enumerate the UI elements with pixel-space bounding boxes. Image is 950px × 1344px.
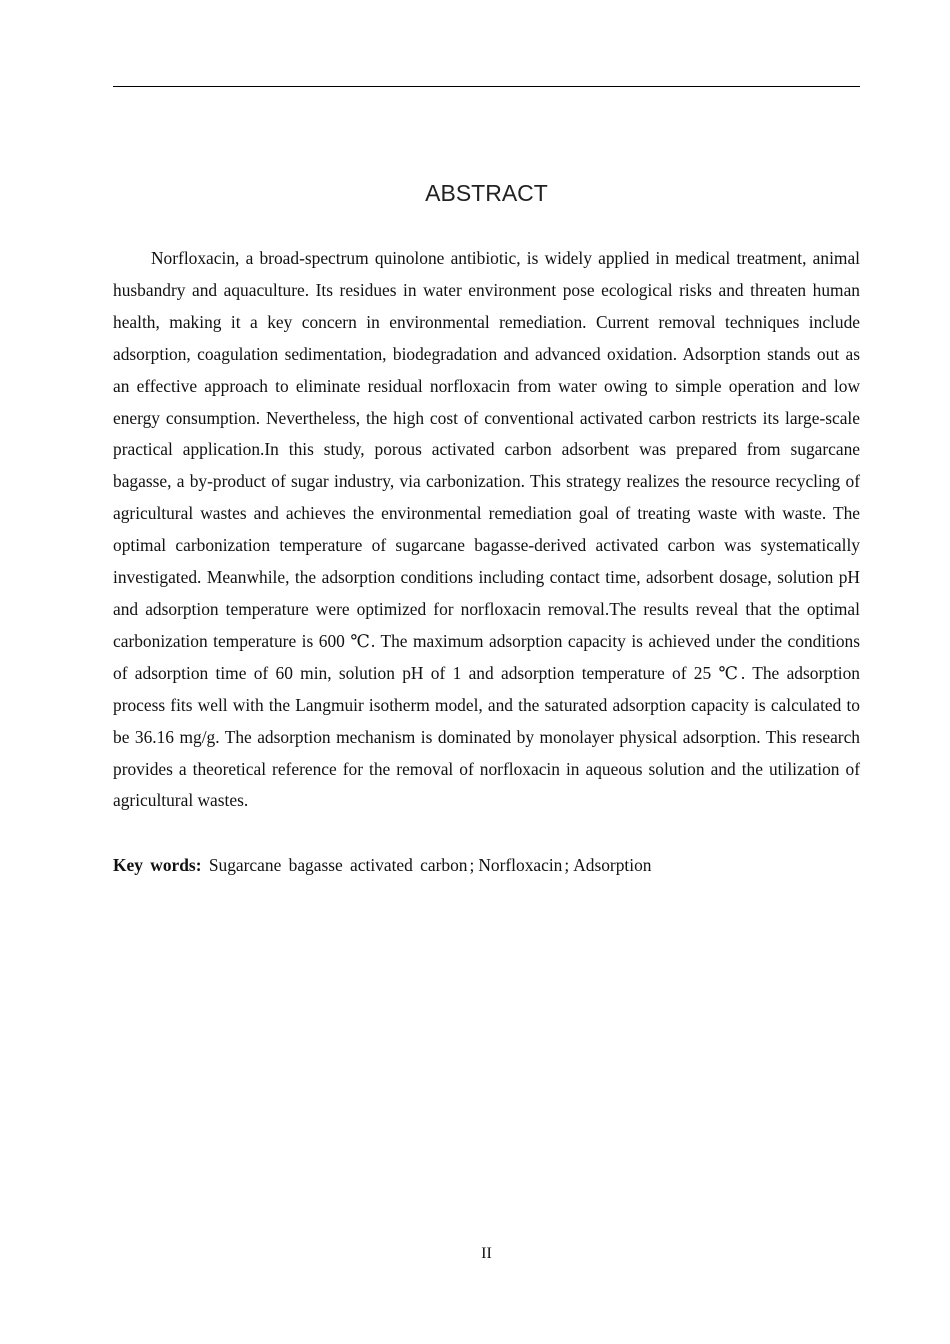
keyword-separator: ; — [564, 855, 570, 875]
header-rule — [113, 86, 860, 87]
page-number: II — [481, 1245, 492, 1262]
keyword-item: Sugarcane bagasse activated carbon — [208, 855, 468, 875]
abstract-title: ABSTRACT — [425, 180, 548, 206]
keywords-line — [113, 850, 860, 882]
keyword-separator: ; — [469, 855, 475, 875]
keywords-label: Key words: — [113, 855, 202, 875]
keyword-item: Norfloxacin — [478, 855, 563, 875]
abstract-body: Norfloxacin, a broad-spectrum quinolone antibiotic, is widely applied in medical treatment, animal husbandry and aquaculture. Its residues in water environment pose ecological risks and threaten human health, making it a key concern in environmental remediation. Current removal techniques include adsorption, coagulation sedimentation, biodegradation and advanced oxidation. Adsorption stands out as an effective approach to eliminate residual norfloxacin from water owing to simple operation and low energy consumption. Nevertheless, the high cost of conventional activated carbon restricts its large-scale practical application.In this study, porous activated carbon adsorbent was prepared from sugarcane bagasse, a by-product of sugar industry, via carbonization. This strategy realizes the resource recycling of agricultural wastes and achieves the environmental remediation goal of treating waste with waste. The optimal carbonization temperature of sugarcane bagasse-derived activated carbon was systematically investigated. Meanwhile, the adsorption conditions including contact time, adsorbent dosage, solution pH and adsorption temperature were optimized for norfloxacin removal.The results reveal that the optimal carbonization temperature is 600 ℃. The maximum adsorption capacity is achieved under the conditions of adsorption time of 60 min, solution pH of 1 and adsorption temperature of 25 ℃. The adsorption process fits well with the Langmuir isotherm model, and the saturated adsorption capacity is calculated to be 36.16 mg/g. The adsorption mechanism is dominated by monolayer physical adsorption. This research provides a theoretical reference for the removal of norfloxacin in aqueous solution and the utilization of agricultural wastes. — [113, 248, 860, 811]
keyword-item: Adsorption — [573, 855, 652, 875]
